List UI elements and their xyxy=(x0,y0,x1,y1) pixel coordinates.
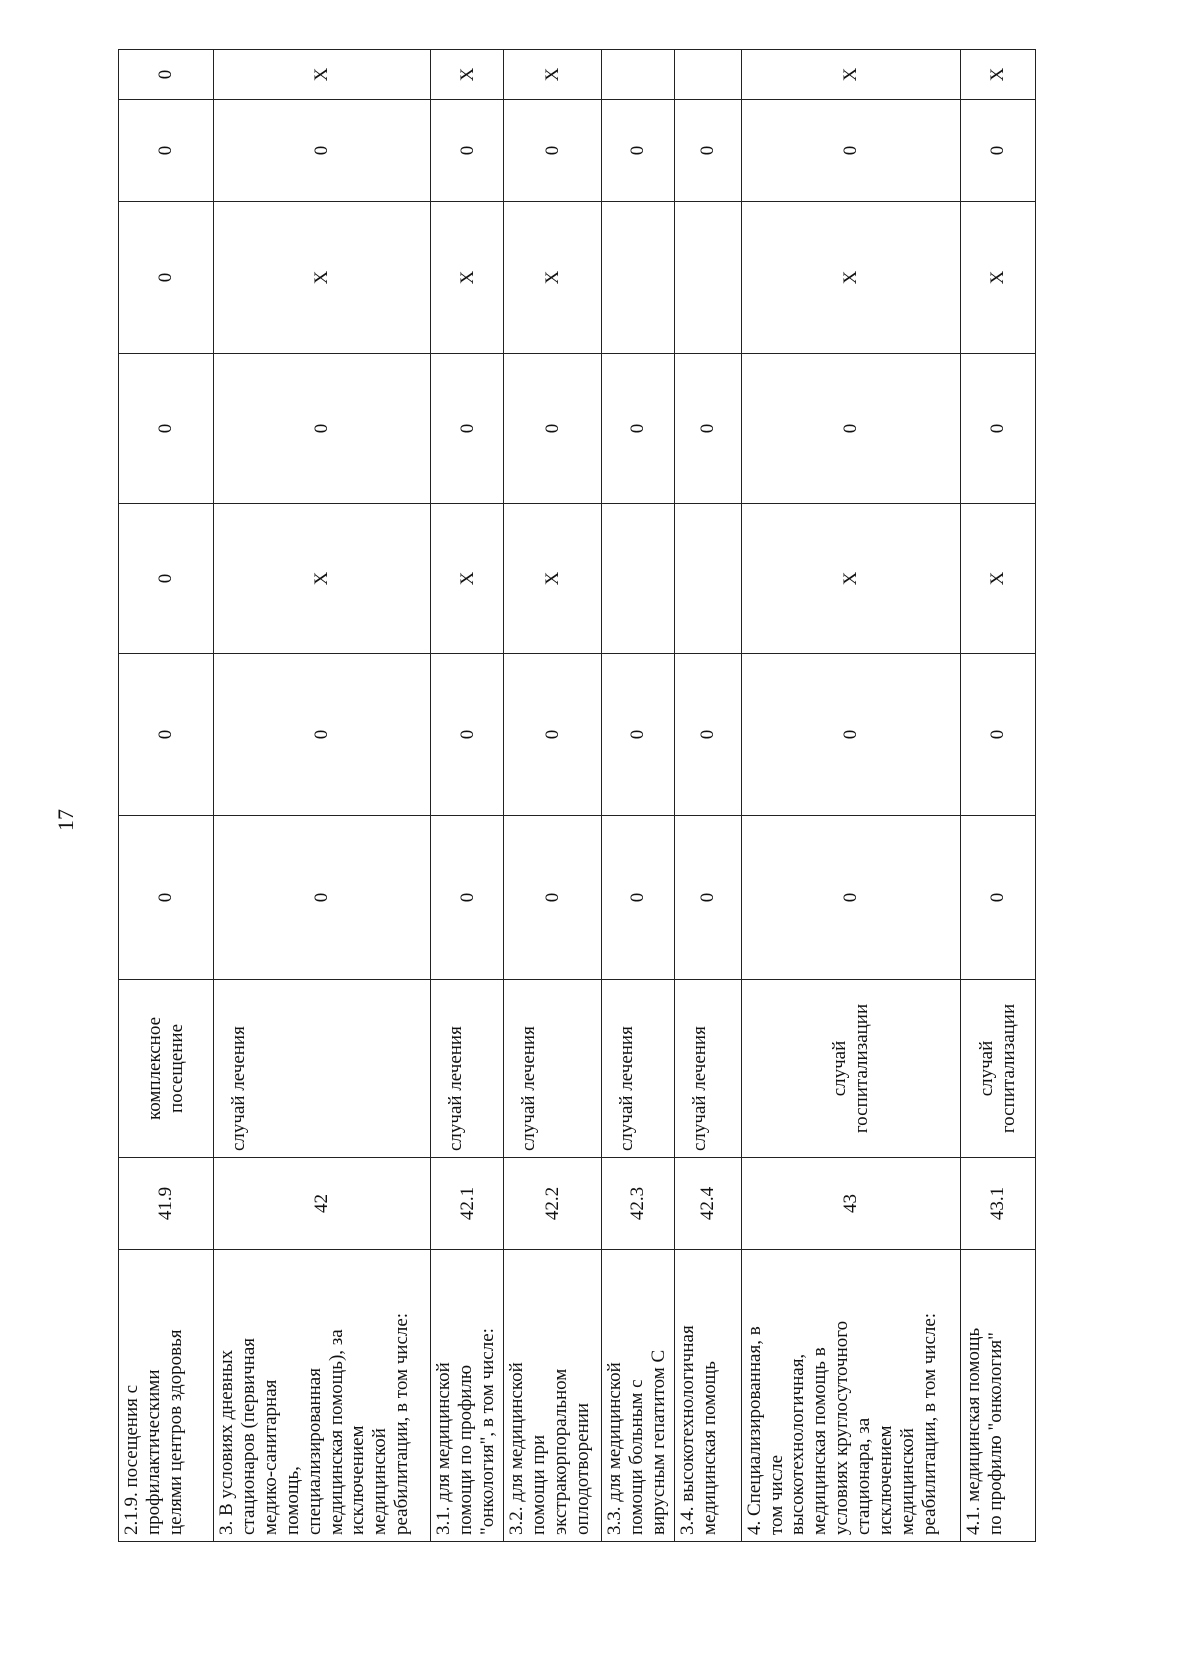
value-cell: X xyxy=(504,202,601,354)
value-cell: X xyxy=(214,504,431,654)
value-cell: X xyxy=(960,202,1035,354)
value-cell: 0 xyxy=(119,504,214,654)
row-unit-cell: случай лечения xyxy=(504,980,601,1158)
value-cell: 0 xyxy=(674,654,741,816)
value-cell: 0 xyxy=(601,354,674,504)
row-code-cell: 42.3 xyxy=(601,1158,674,1250)
row-name-line: помощи при xyxy=(528,1434,550,1535)
row-unit-cell: случай лечения xyxy=(214,980,431,1158)
row-name-line: стационаров (первичная xyxy=(238,1337,260,1535)
row-name-line: медицинской xyxy=(896,1428,918,1535)
row-name-line: 3.1. для медицинской xyxy=(433,1362,455,1535)
row-name-line: медицинской xyxy=(369,1428,391,1535)
value-cell: 0 xyxy=(214,100,431,202)
row-name-cell xyxy=(674,1250,741,1542)
row-unit-cell: случай госпитализации xyxy=(741,980,960,1158)
table-row xyxy=(601,50,674,1542)
value-cell: 0 xyxy=(741,100,960,202)
row-code-cell: 42 xyxy=(214,1158,431,1250)
table-row xyxy=(119,50,214,1542)
value-cell xyxy=(674,504,741,654)
value-cell: 0 xyxy=(504,654,601,816)
row-name-cell xyxy=(119,1250,214,1542)
row-code-cell: 42.1 xyxy=(431,1158,504,1250)
row-name-line: вирусным гепатитом С xyxy=(647,1349,669,1535)
value-cell xyxy=(601,504,674,654)
table-row xyxy=(214,50,431,1542)
row-name-line: 2.1.9. посещения с xyxy=(121,1384,142,1535)
value-cell: 0 xyxy=(431,654,504,816)
row-code-cell: 42.2 xyxy=(504,1158,601,1250)
row-name-line: стационара, за xyxy=(853,1417,874,1535)
row-name-line: помощи больным с xyxy=(625,1379,647,1535)
value-cell: X xyxy=(214,50,431,100)
value-cell: X xyxy=(741,202,960,354)
row-code-cell: 43 xyxy=(741,1158,960,1250)
value-cell: 0 xyxy=(960,354,1035,504)
row-name-line: помощи по профилю xyxy=(455,1364,477,1535)
value-cell: 0 xyxy=(741,654,960,816)
row-unit-cell: случай госпитализации xyxy=(960,980,1035,1158)
value-cell: 0 xyxy=(601,816,674,980)
row-name-line: экстракорпоральном xyxy=(550,1368,572,1535)
row-name-line: 3. В условиях дневных xyxy=(216,1349,238,1535)
value-cell: 0 xyxy=(431,100,504,202)
row-name-line: медицинская помощь xyxy=(698,1361,720,1535)
value-cell: X xyxy=(741,504,960,654)
row-name-line: профилактическими xyxy=(142,1369,164,1535)
row-name-line: реабилитации, в том числе: xyxy=(391,1312,413,1535)
row-unit-cell: случай лечения xyxy=(431,980,504,1158)
value-cell: X xyxy=(214,202,431,354)
value-cell: 0 xyxy=(119,354,214,504)
value-cell: 0 xyxy=(960,816,1035,980)
row-name-line: целями центров здоровья xyxy=(164,1329,186,1535)
row-name-line: специализированная xyxy=(303,1368,325,1535)
row-name-line: помощь, xyxy=(281,1466,303,1535)
row-name-cell xyxy=(214,1250,431,1542)
table-row xyxy=(674,50,741,1542)
value-cell: X xyxy=(504,504,601,654)
value-cell: 0 xyxy=(741,354,960,504)
row-name-line: 3.4. высокотехнологичная xyxy=(676,1325,698,1535)
row-code-cell: 41.9 xyxy=(119,1158,214,1250)
row-code-cell: 42.4 xyxy=(674,1158,741,1250)
table-row xyxy=(431,50,504,1542)
page-number: 17 xyxy=(53,809,78,831)
row-name-line: 4.1. медицинская помощь xyxy=(962,1327,984,1535)
row-name-line: медико-санитарная xyxy=(260,1379,282,1535)
table-row xyxy=(504,50,601,1542)
row-name-cell xyxy=(504,1250,601,1542)
row-unit-cell: комплексное посещение xyxy=(119,980,214,1158)
value-cell: 0 xyxy=(119,50,214,100)
table-row xyxy=(960,50,1035,1542)
row-name-line: высокотехнологичная, xyxy=(787,1353,809,1535)
row-name-line: исключением xyxy=(347,1425,369,1535)
value-cell: X xyxy=(504,50,601,100)
value-cell: 0 xyxy=(674,354,741,504)
value-cell xyxy=(601,202,674,354)
row-name-line: медицинская помощь в xyxy=(809,1347,831,1535)
row-name-line: реабилитации, в том числе: xyxy=(918,1312,940,1535)
row-unit-cell: случай лечения xyxy=(674,980,741,1158)
row-name-line: 3.3. для медицинской xyxy=(603,1362,625,1535)
row-name-line: медицинская помощь), за xyxy=(325,1329,347,1535)
value-cell: 0 xyxy=(601,100,674,202)
value-cell: X xyxy=(431,202,504,354)
value-cell: 0 xyxy=(119,654,214,816)
value-cell: 0 xyxy=(214,816,431,980)
value-cell: 0 xyxy=(960,654,1035,816)
value-cell: 0 xyxy=(960,100,1035,202)
value-cell: 0 xyxy=(119,202,214,354)
row-name-cell xyxy=(431,1250,504,1542)
value-cell: 0 xyxy=(504,100,601,202)
row-name-line: 4. Специализированная, в xyxy=(743,1326,765,1535)
value-cell xyxy=(674,50,741,100)
row-name-line: по профилю "онкология" xyxy=(984,1332,1006,1535)
value-cell: 0 xyxy=(674,816,741,980)
value-cell: 0 xyxy=(431,816,504,980)
row-name-line: исключением xyxy=(874,1425,896,1535)
row-name-cell xyxy=(960,1250,1035,1542)
row-name-line: том числе xyxy=(765,1454,787,1535)
row-name-cell xyxy=(741,1250,960,1542)
row-unit-cell: случай лечения xyxy=(601,980,674,1158)
data-table xyxy=(118,49,1036,1542)
value-cell: X xyxy=(960,504,1035,654)
value-cell xyxy=(674,202,741,354)
value-cell: 0 xyxy=(601,654,674,816)
row-name-line: оплодотворении xyxy=(571,1402,593,1535)
table-container xyxy=(118,50,1036,1542)
row-name-cell xyxy=(601,1250,674,1542)
value-cell: 0 xyxy=(504,354,601,504)
value-cell: 0 xyxy=(674,100,741,202)
value-cell xyxy=(601,50,674,100)
value-cell: X xyxy=(960,50,1035,100)
value-cell: 0 xyxy=(214,654,431,816)
value-cell: X xyxy=(741,50,960,100)
row-name-line: 3.2. для медицинской xyxy=(506,1362,528,1535)
row-code-cell: 43.1 xyxy=(960,1158,1035,1250)
value-cell: 0 xyxy=(504,816,601,980)
row-name-line: "онкология", в том числе: xyxy=(477,1328,499,1535)
value-cell: 0 xyxy=(214,354,431,504)
value-cell: 0 xyxy=(119,100,214,202)
table-body xyxy=(119,50,1036,1542)
table-row xyxy=(741,50,960,1542)
value-cell: 0 xyxy=(119,816,214,980)
row-name-line: условиях круглосуточного xyxy=(831,1320,853,1535)
value-cell: 0 xyxy=(741,816,960,980)
value-cell: 0 xyxy=(431,354,504,504)
value-cell: X xyxy=(431,504,504,654)
value-cell: X xyxy=(431,50,504,100)
